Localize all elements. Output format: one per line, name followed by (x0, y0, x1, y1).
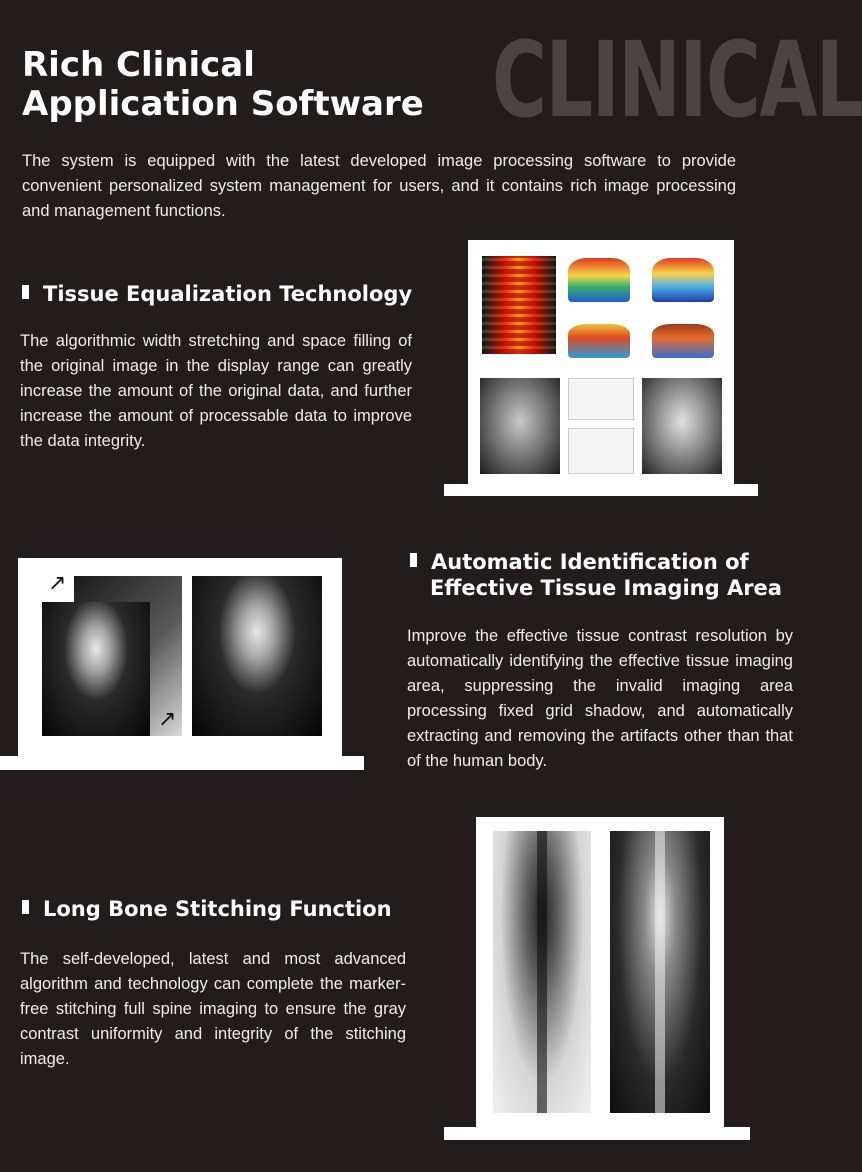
image-base-bar (444, 484, 758, 496)
section-heading-text-line1: Automatic Identification of (431, 550, 749, 574)
chest-xray-processed (642, 378, 722, 474)
section-heading-tissue-equalization (22, 281, 412, 307)
hand-xray-comparison-image (18, 558, 342, 758)
page-title-line1: Rich Clinical (22, 45, 255, 85)
surface-plot-image (568, 258, 630, 302)
section-heading-text-line2: Effective Tissue Imaging Area (430, 576, 782, 600)
bullet-icon (22, 285, 29, 299)
section-heading-text: Tissue Equalization Technology (43, 282, 413, 306)
section-heading-long-bone-stitching (22, 896, 392, 922)
surface-plot-image (652, 258, 714, 302)
section-body-automatic-identification: Improve the effective tissue contrast resolution by automatically identifying the effective tissue imaging area, suppressing the invalid imaging area processing fixed grid shadow, and automatically extracting and removing the artifacts other than that of the human body. (407, 627, 793, 770)
image-base-bar (0, 756, 364, 770)
watermark-text: CLINICAL (492, 19, 862, 141)
histogram-chart-image (568, 378, 634, 420)
intro-paragraph: The system is equipped with the latest developed image processing software to provide convenient personalized system management for users, and it contains rich image processing and management functions. (22, 152, 736, 220)
hand-xray-processed (192, 576, 322, 736)
tissue-equalization-image (468, 240, 734, 486)
section-body-tissue-equalization: The algorithmic width stretching and space filling of the original image in the display range can greatly increase the amount of the original data, and further increase the amount of processable data to improve the data integrity. (20, 332, 412, 450)
bullet-icon (410, 553, 417, 567)
surface-plot-image (652, 324, 714, 358)
curve-chart-image (568, 428, 634, 474)
arrow-up-left-icon: ↗ (48, 570, 67, 595)
image-base-bar (444, 1127, 750, 1140)
surface-plot-image (568, 324, 630, 358)
hand-xray-original (42, 602, 150, 736)
bullet-icon (22, 900, 29, 914)
page-title (22, 46, 424, 124)
section-body-long-bone-stitching: The self-developed, latest and most advanced algorithm and technology can complete the marker-free stitching full spine imaging to ensure the gray contrast uniformity and integrity of the stitching image. (20, 950, 406, 1068)
spine-xray-normal (610, 831, 710, 1113)
arrow-up-right-icon: ↗ (158, 706, 177, 731)
page-title-line2: Application Software (22, 84, 424, 124)
chest-xray-original (480, 378, 560, 474)
spine-xray-inverted (493, 831, 591, 1113)
heatmap-chest-image (482, 256, 556, 354)
section-heading-automatic-identification (410, 549, 782, 601)
spine-stitching-image (476, 817, 724, 1129)
section-heading-text: Long Bone Stitching Function (43, 897, 392, 921)
